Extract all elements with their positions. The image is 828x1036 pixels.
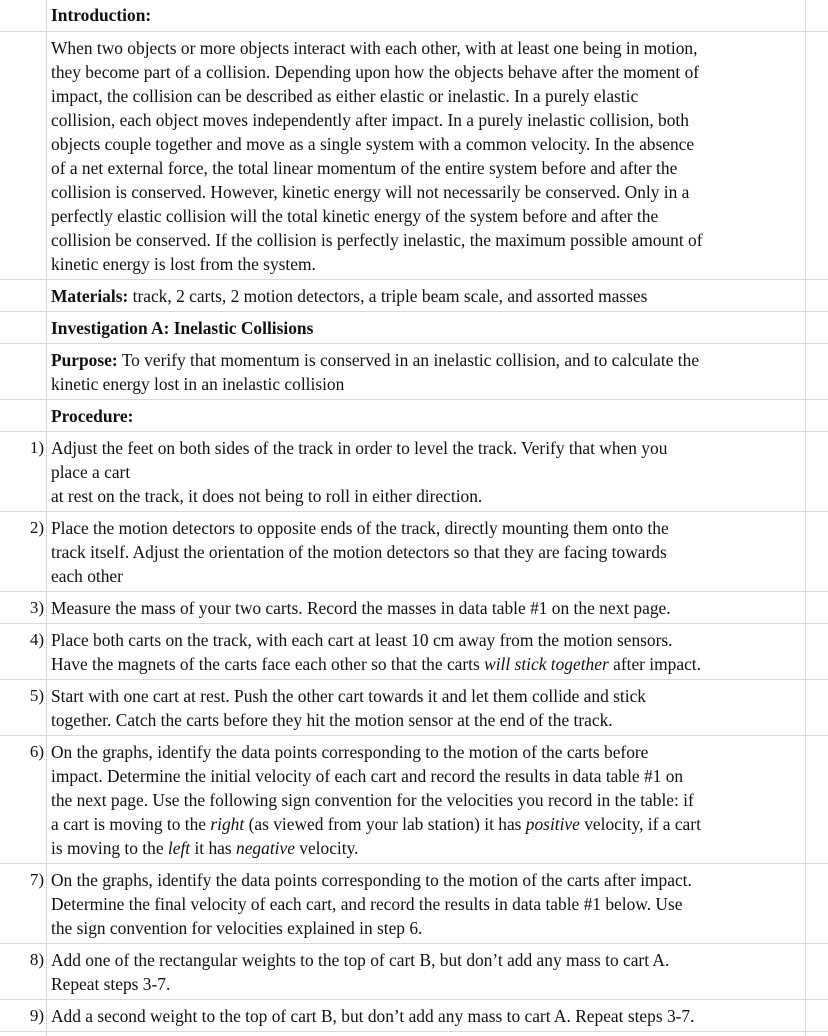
intro-line: objects couple together and move as a single system with a common velocity. In the absence [51,134,695,154]
step-text [51,948,803,996]
procedure-heading: Procedure: [51,406,134,426]
step-line: Place both carts on the track, with each cart at least 10 cm away from the motion sensors. [51,630,673,650]
intro-line: collision be conserved. If the collision is perfectly inelastic, the maximum possible amount of [51,230,703,250]
emphasis-text: right [210,814,245,834]
step-line: On the graphs, identify the data points corresponding to the motion of the carts after impact. [51,870,692,890]
intro-paragraph [51,36,803,276]
emphasis-text: left [167,838,191,858]
step-line: Repeat steps 3-7. [51,974,171,994]
step-number: 1) [29,438,44,457]
procedure-step-4 [0,624,828,680]
procedure-step-2 [0,512,828,592]
step-number: 2) [29,518,44,537]
intro-line: they become part of a collision. Depending upon how the objects behave after the moment of [51,62,700,82]
procedure-step-1 [0,432,828,512]
procedure-step-5 [0,680,828,736]
emphasis-text: will stick together [484,654,609,674]
purpose-text [51,348,803,396]
step-number: 6) [29,742,44,761]
step-number: 4) [29,630,44,649]
step-text [51,516,803,588]
purpose-row [0,344,828,400]
step-line: Start with one cart at rest. Push the other cart towards it and let them collide and stick [51,686,646,706]
step-text [51,740,803,860]
step-number: 9) [29,1006,44,1025]
step-number: 8) [29,950,44,969]
procedure-step-3 [0,592,828,624]
investigation-row [0,312,828,344]
step-line: the sign convention for velocities explained in step 6. [51,918,423,938]
step-text [51,868,803,940]
step-text [51,1004,803,1028]
step-line: Add a second weight to the top of cart B, but don’t add any mass to cart A. Repeat steps 3-7. [51,1006,695,1026]
step-line: is moving to the left it has negative velocity. [51,838,359,858]
step-line: at rest on the track, it does not being to roll in either direction. [51,486,483,506]
step-number: 7) [29,870,44,889]
materials-text [51,284,803,308]
step-line: the next page. Use the following sign convention for the velocities you record in the table: if [51,790,694,810]
procedure-step-9 [0,1000,828,1032]
step-line: a cart is moving to the right (as viewed from your lab station) it has positive velocity, if a cart [51,814,701,834]
step-text [51,628,803,676]
purpose-label: Purpose: [51,350,118,370]
step-line: impact. Determine the initial velocity of each cart and record the results in data table #1 on [51,766,684,786]
step-line: each other [51,566,123,586]
emphasis-text: positive [525,814,580,834]
procedure-step-8 [0,944,828,1000]
procedure-step-6 [0,736,828,864]
procedure-heading-row [0,400,828,432]
intro-heading-row [0,0,828,32]
intro-body-row [0,32,828,280]
step-line: track itself. Adjust the orientation of the motion detectors so that they are facing towards [51,542,667,562]
step-text [51,436,803,508]
intro-line: collision, each object moves independently after impact. In a purely inelastic collision, both [51,110,689,130]
step-line: Determine the final velocity of each cart, and record the results in data table #1 below. Use [51,894,683,914]
intro-line: impact, the collision can be described as either elastic or inelastic. In a purely elastic [51,86,639,106]
intro-line: collision is conserved. However, kinetic energy will not necessarily be conserved. Only in a [51,182,690,202]
materials-row [0,280,828,312]
step-text [51,596,803,620]
intro-line: perfectly elastic collision will the total kinetic energy of the system before and after the [51,206,659,226]
step-text [51,684,803,732]
materials-value: track, 2 carts, 2 motion detectors, a triple beam scale, and assorted masses [128,286,648,306]
intro-line: kinetic energy is lost from the system. [51,254,316,274]
purpose-line: To verify that momentum is conserved in an inelastic collision, and to calculate the [117,350,700,370]
purpose-line: kinetic energy lost in an inelastic collision [51,374,345,394]
step-line: place a cart [51,462,131,482]
step-line: Adjust the feet on both sides of the track in order to level the track. Verify that when you [51,438,668,458]
emphasis-text: negative [236,838,295,858]
step-line: Have the magnets of the carts face each other so that the carts will stick together after impact. [51,654,701,674]
step-line: On the graphs, identify the data points corresponding to the motion of the carts before [51,742,649,762]
step-number: 5) [29,686,44,705]
materials-label: Materials: [51,286,129,306]
step-line: Place the motion detectors to opposite ends of the track, directly mounting them onto the [51,518,669,538]
intro-line: When two objects or more objects interact with each other, with at least one being in motion, [51,38,698,58]
step-line: Add one of the rectangular weights to the top of cart B, but don’t add any mass to cart A. [51,950,670,970]
step-line: Measure the mass of your two carts. Record the masses in data table #1 on the next page. [51,598,671,618]
step-number: 3) [29,598,44,617]
investigation-title: Investigation A: Inelastic Collisions [51,318,314,338]
intro-heading: Introduction: [51,5,152,25]
step-line: together. Catch the carts before they hit the motion sensor at the end of the track. [51,710,613,730]
intro-line: of a net external force, the total linear momentum of the entire system before and after the [51,158,678,178]
procedure-step-7 [0,864,828,944]
